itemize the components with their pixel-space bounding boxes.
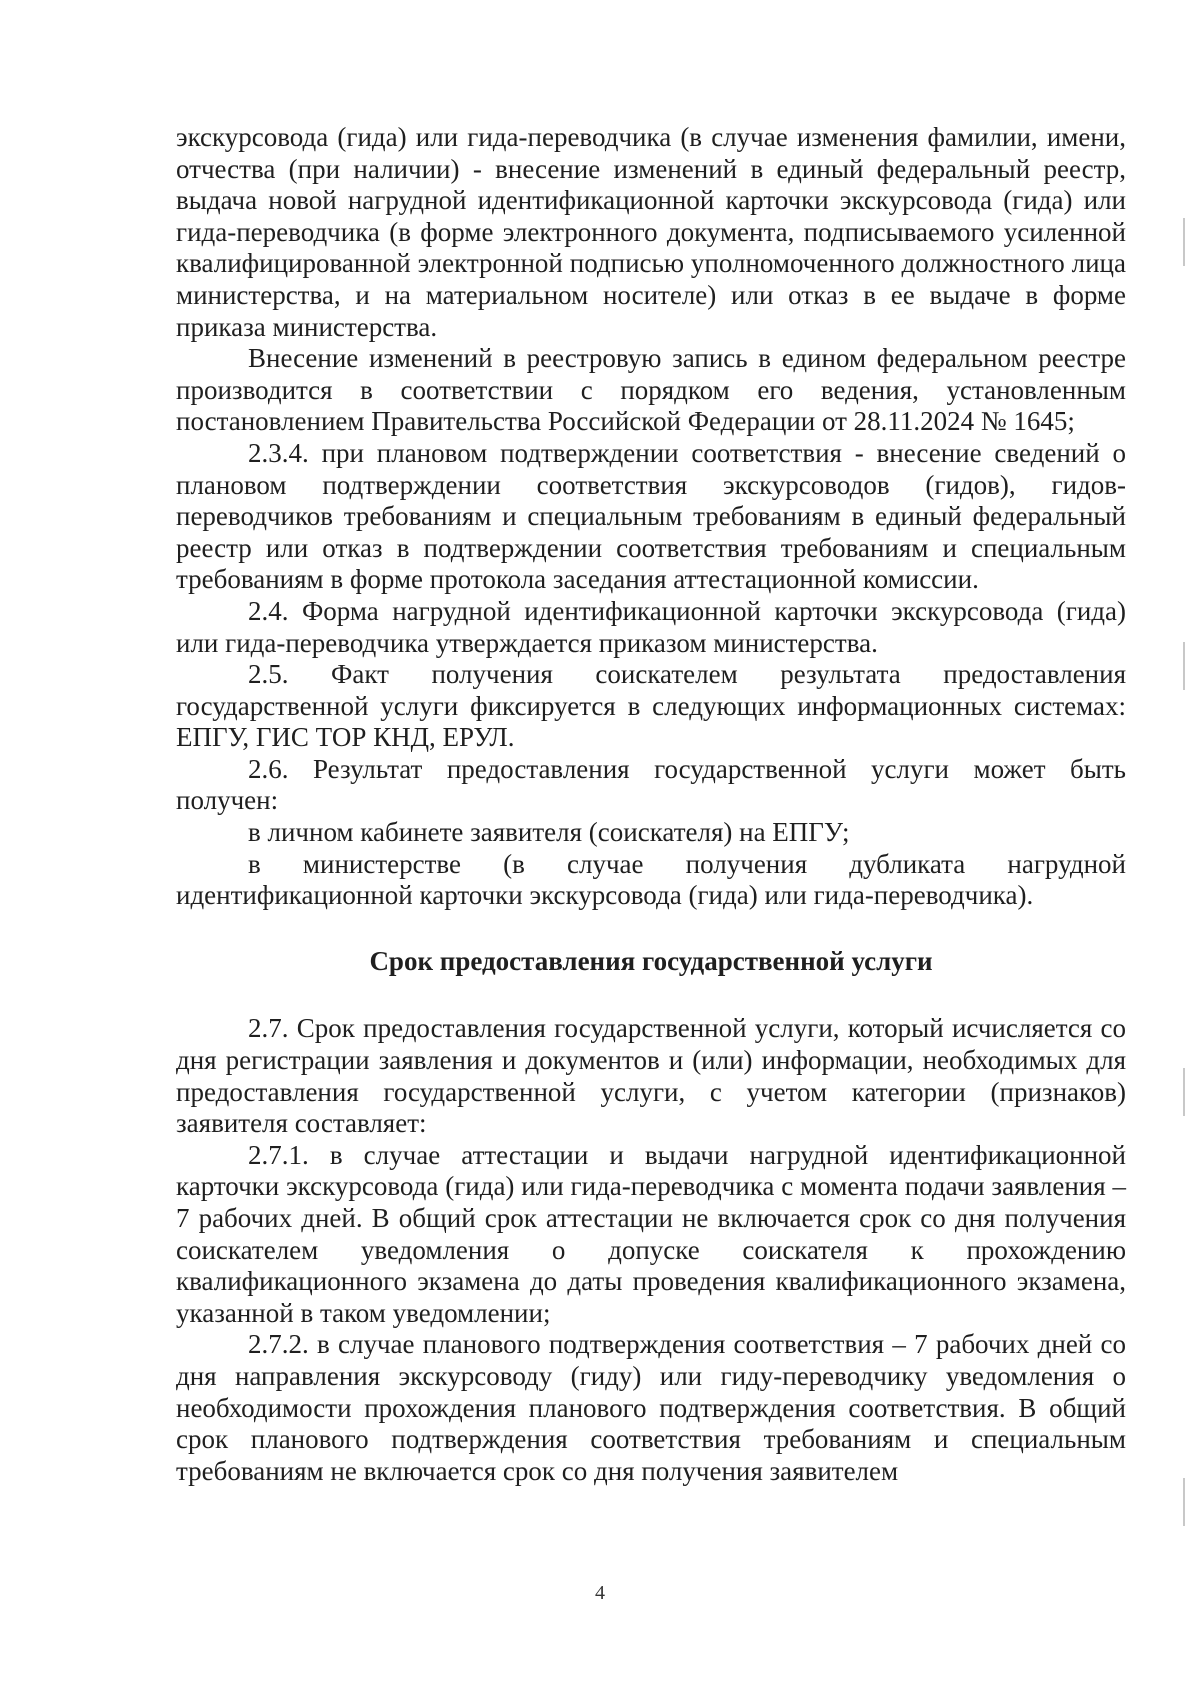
scan-margin-mark [1183, 1068, 1185, 1116]
paragraph: Внесение изменений в реестровую запись в едином федеральном реестре производится в соответствии с порядком его ведения, установленным постановлением Правительства Российской Федерации от 28.11.2024 № 1645; [176, 343, 1126, 437]
paragraph: экскурсовода (гида) или гида-переводчика (в случае изменения фамилии, имени, отчества (при наличии) - внесение изменений в единый федеральный реестр, выдача новой нагрудной идентификационной карточки экскурсовода (гида) или гида-переводчика (в форме электронного документа, подписываемого усиленной квалифицированной электронной подписью уполномоченного должностного лица министерства, и на материальном носителе) или отказ в ее выдаче в форме приказа министерства. [176, 122, 1126, 342]
paragraph-2-3-4: 2.3.4. при плановом подтверждении соответствия - внесение сведений о плановом подтверждении соответствия экскурсоводов (гидов), гидов-переводчиков требованиям и специальным требованиям в единый федеральный реестр или отказ в подтверждении соответствия требованиям и специальным требованиям в форме протокола заседания аттестационной комиссии. [176, 437, 1126, 595]
scan-margin-mark [1183, 642, 1185, 690]
paragraph: в министерстве (в случае получения дубликата нагрудной идентификационной карточки экскурсовода (гида) или гида-переводчика). [176, 848, 1126, 911]
paragraph: в личном кабинете заявителя (соискателя) на ЕПГУ; [248, 817, 850, 848]
paragraph-2-6: 2.6. Результат предоставления государственной услуги может быть получен: [176, 753, 1126, 816]
paragraph-2-5: 2.5. Факт получения соискателем результата предоставления государственной услуги фиксируется в следующих информационных системах: ЕПГУ, ГИС ТОР КНД, ЕРУЛ. [176, 659, 1126, 753]
paragraph-2-7-2: 2.7.2. в случае планового подтверждения соответствия – 7 рабочих дней со дня направления экскурсоводу (гиду) или гиду-переводчику уведомления о необходимости прохождения планового подтверждения соответствия. В общий срок планового подтверждения соответствия требованиям и специальным требованиям не включается срок со дня получения заявителем [176, 1329, 1126, 1486]
paragraph-2-7: 2.7. Срок предоставления государственной услуги, который исчисляется со дня регистрации заявления и документов и (или) информации, необходимых для предоставления государственной услуги, с учетом категории (признаков) заявителя составляет: [176, 1013, 1126, 1139]
body-text [176, 122, 1126, 1487]
paragraph-2-7-1: 2.7.1. в случае аттестации и выдачи нагрудной идентификационной карточки экскурсовода (гида) или гида-переводчика с момента подачи заявления – 7 рабочих дней. В общий срок аттестации не включается срок со дня получения соискателем уведомления о допуске соискателя к прохождению квалификационного экзамена до даты проведения квалификационного экзамена, указанной в таком уведомлении; [176, 1139, 1126, 1328]
scan-margin-mark [1183, 1478, 1185, 1526]
scan-margin-mark [1183, 218, 1185, 266]
paragraph-2-4: 2.4. Форма нагрудной идентификационной карточки экскурсовода (гида) или гида-переводчика утверждается приказом министерства. [176, 595, 1126, 658]
section-heading: Срок предоставления государственной услуги [369, 945, 933, 976]
page-number: 4 [595, 1582, 605, 1604]
